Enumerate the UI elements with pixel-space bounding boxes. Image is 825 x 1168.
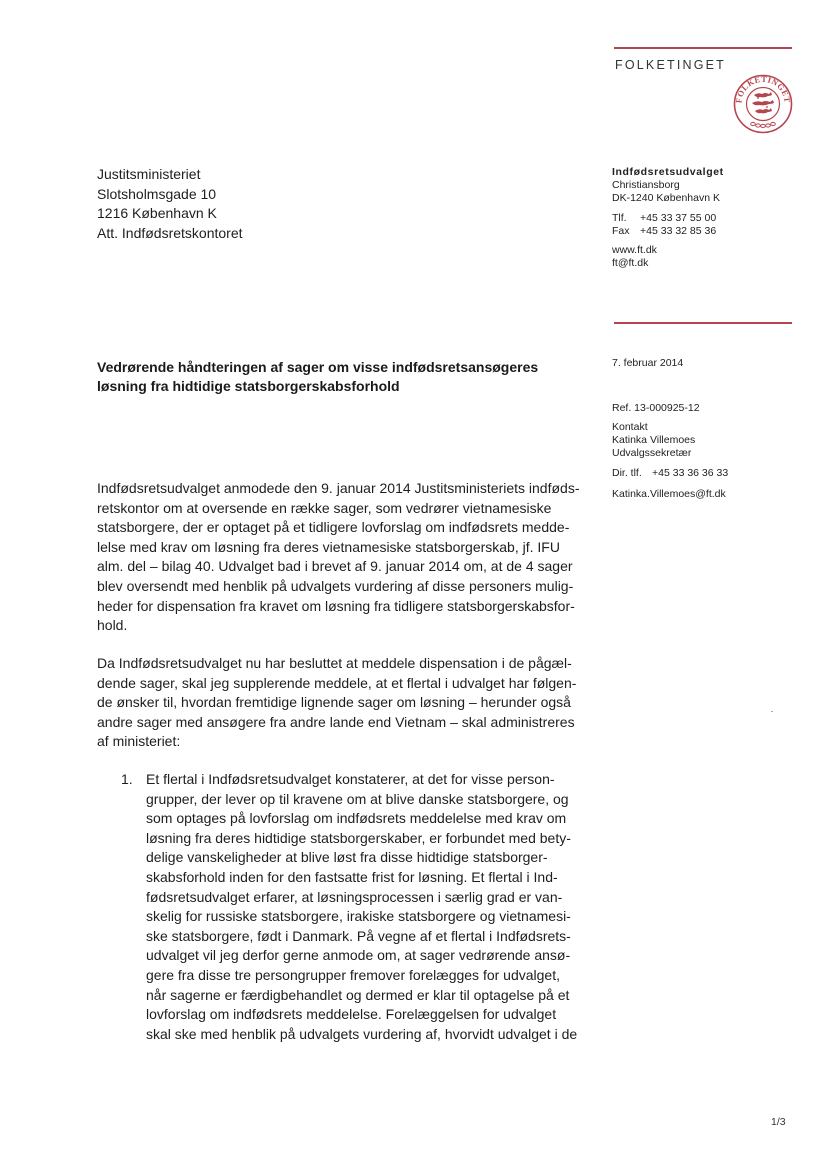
contact-name: Katinka Villemoes [612, 434, 696, 447]
website-link[interactable]: www.ft.dk [612, 244, 657, 257]
text-line: retskontor om at oversende en række sager, som vedrører vietnamesiske [97, 499, 552, 516]
fax-label: Fax [612, 224, 630, 237]
text-line: dende sager, skal jeg supplerende meddele, at et flertal i udvalget har følgen- [97, 674, 577, 691]
text-line: alm. del – bilag 40. Udvalget bad i brevet af 9. januar 2014 om, at de 4 sager [97, 558, 573, 575]
text-line: Et flertal i Indfødsretsudvalget konstaterer, at det for visse person- [146, 771, 555, 787]
page-number: 1/3 [771, 1116, 786, 1128]
phone-label: Tlf. [612, 211, 627, 224]
email-link[interactable]: ft@ft.dk [612, 257, 649, 270]
text-line: som optages på lovforslag om indfødsrets meddelelse med krav om [146, 810, 567, 827]
recipient-line: Slotsholmsgade 10 [97, 185, 217, 202]
text-line: Da Indfødsretsudvalget nu har besluttet at meddele dispensation i de pågæl- [97, 655, 572, 671]
brand-name: FOLKETINGET [615, 58, 727, 72]
recipient-line: Att. Indfødsretskontoret [97, 224, 243, 241]
text-line: skabsforhold inden for den fastsatte frist for løsning. Et flertal i Ind- [146, 868, 558, 885]
middle-red-rule [614, 322, 792, 324]
folketinget-seal-icon [733, 74, 793, 134]
text-line: de ønsker til, hvordan fremtidige lignende sager om løsning – herunder også [97, 694, 571, 711]
fax-value: +45 33 32 85 36 [640, 224, 717, 237]
sender-address-line: DK-1240 København K [612, 192, 720, 205]
sender-address-line: Christiansborg [612, 179, 680, 192]
sender-fax-row [612, 225, 724, 238]
text-line: grupper, der lever op til kravene om at blive danske statsborgere, og [146, 790, 569, 807]
subject-line: Vedrørende håndteringen af sager om visse indfødsretsansøgeres [97, 359, 539, 375]
contact-block [612, 421, 695, 461]
scan-artifact [771, 711, 773, 712]
contact-label: Kontakt [612, 421, 648, 433]
text-line: når sagerne er færdigbehandlet og dermed er klar til optagelse på et [146, 986, 570, 1003]
text-line: blev oversendt med henblik på udvalgets vurdering af disse personers mulig- [97, 577, 574, 594]
direct-phone-value: +45 33 36 36 33 [652, 467, 729, 479]
text-line: statsborgere, der er optaget på et tidligere lovforslag om indfødsrets medde- [97, 519, 570, 536]
reference-number: Ref. 13-000925-12 [612, 402, 700, 414]
text-line: andre sager med ansøgere fra andre lande end Vietnam – skal administreres [97, 713, 575, 730]
text-line: lelse med krav om løsning fra deres vietnamesiske statsborgerskab, jf. IFU [97, 538, 560, 555]
text-line: skal ske med henblik på udvalgets vurdering af, hvorvidt udvalget i de [146, 1025, 578, 1042]
text-line: Indfødsretsudvalget anmodede den 9. januar 2014 Justitsministeriets indføds- [97, 480, 580, 496]
contact-title: Udvalgssekretær [612, 447, 692, 460]
phone-value: +45 33 37 55 00 [640, 211, 717, 224]
list-item-text [146, 770, 577, 1044]
list-item-number: 1. [121, 771, 133, 787]
letter-date: 7. februar 2014 [612, 357, 684, 369]
sender-org: Indfødsretsudvalget [612, 166, 724, 178]
text-line: af ministeriet: [97, 733, 181, 750]
text-line: lovforslag om indfødsrets meddelelse. Forelæggelsen for udvalget [146, 1006, 557, 1023]
top-red-rule [614, 47, 792, 49]
svg-text:FOLKETINGET [734, 75, 791, 104]
text-line: skelig for russiske statsborgere, irakiske statsborgere og vietnamesi- [146, 908, 571, 925]
direct-phone-row [612, 467, 728, 480]
recipient-address [97, 165, 243, 243]
seal-text: FOLKETINGET [734, 74, 792, 104]
text-line: udvalget vil jeg derfor gerne anmode om, at sager vedrørende ansø- [146, 947, 571, 964]
recipient-line: 1216 København K [97, 205, 217, 221]
text-line: ske statsborgere, født i Danmark. På vegne af et flertal i Indfødsrets- [146, 927, 571, 944]
subject-line: løsning fra hidtidige statsborgerskabsforhold [97, 378, 400, 394]
recipient-line: Justitsministeriet [97, 166, 201, 182]
text-line: heder for dispensation fra kravet om løsning fra tidligere statsborgerskabsfor- [97, 597, 575, 614]
text-line: gere fra disse tre persongrupper fremover forelægges for udvalget, [146, 966, 560, 983]
body-paragraph-2 [97, 654, 576, 752]
contact-email-link[interactable]: Katinka.Villemoes@ft.dk [612, 488, 726, 500]
text-line: delige vanskeligheder at blive løst fra disse hidtidige statsborger- [146, 849, 548, 866]
text-line: hold. [97, 617, 128, 634]
letter-subject [97, 358, 567, 396]
text-line: løsning fra deres hidtidige statsborgerskaber, er forbundet med bety- [146, 829, 571, 846]
body-paragraph-1 [97, 479, 580, 636]
sender-phone-row [612, 212, 724, 225]
text-line: fødsretsudvalget erfarer, at løsningsprocessen i særlig grad er van- [146, 888, 563, 905]
sender-block [612, 166, 724, 270]
direct-phone-label: Dir. tlf. [612, 467, 642, 479]
